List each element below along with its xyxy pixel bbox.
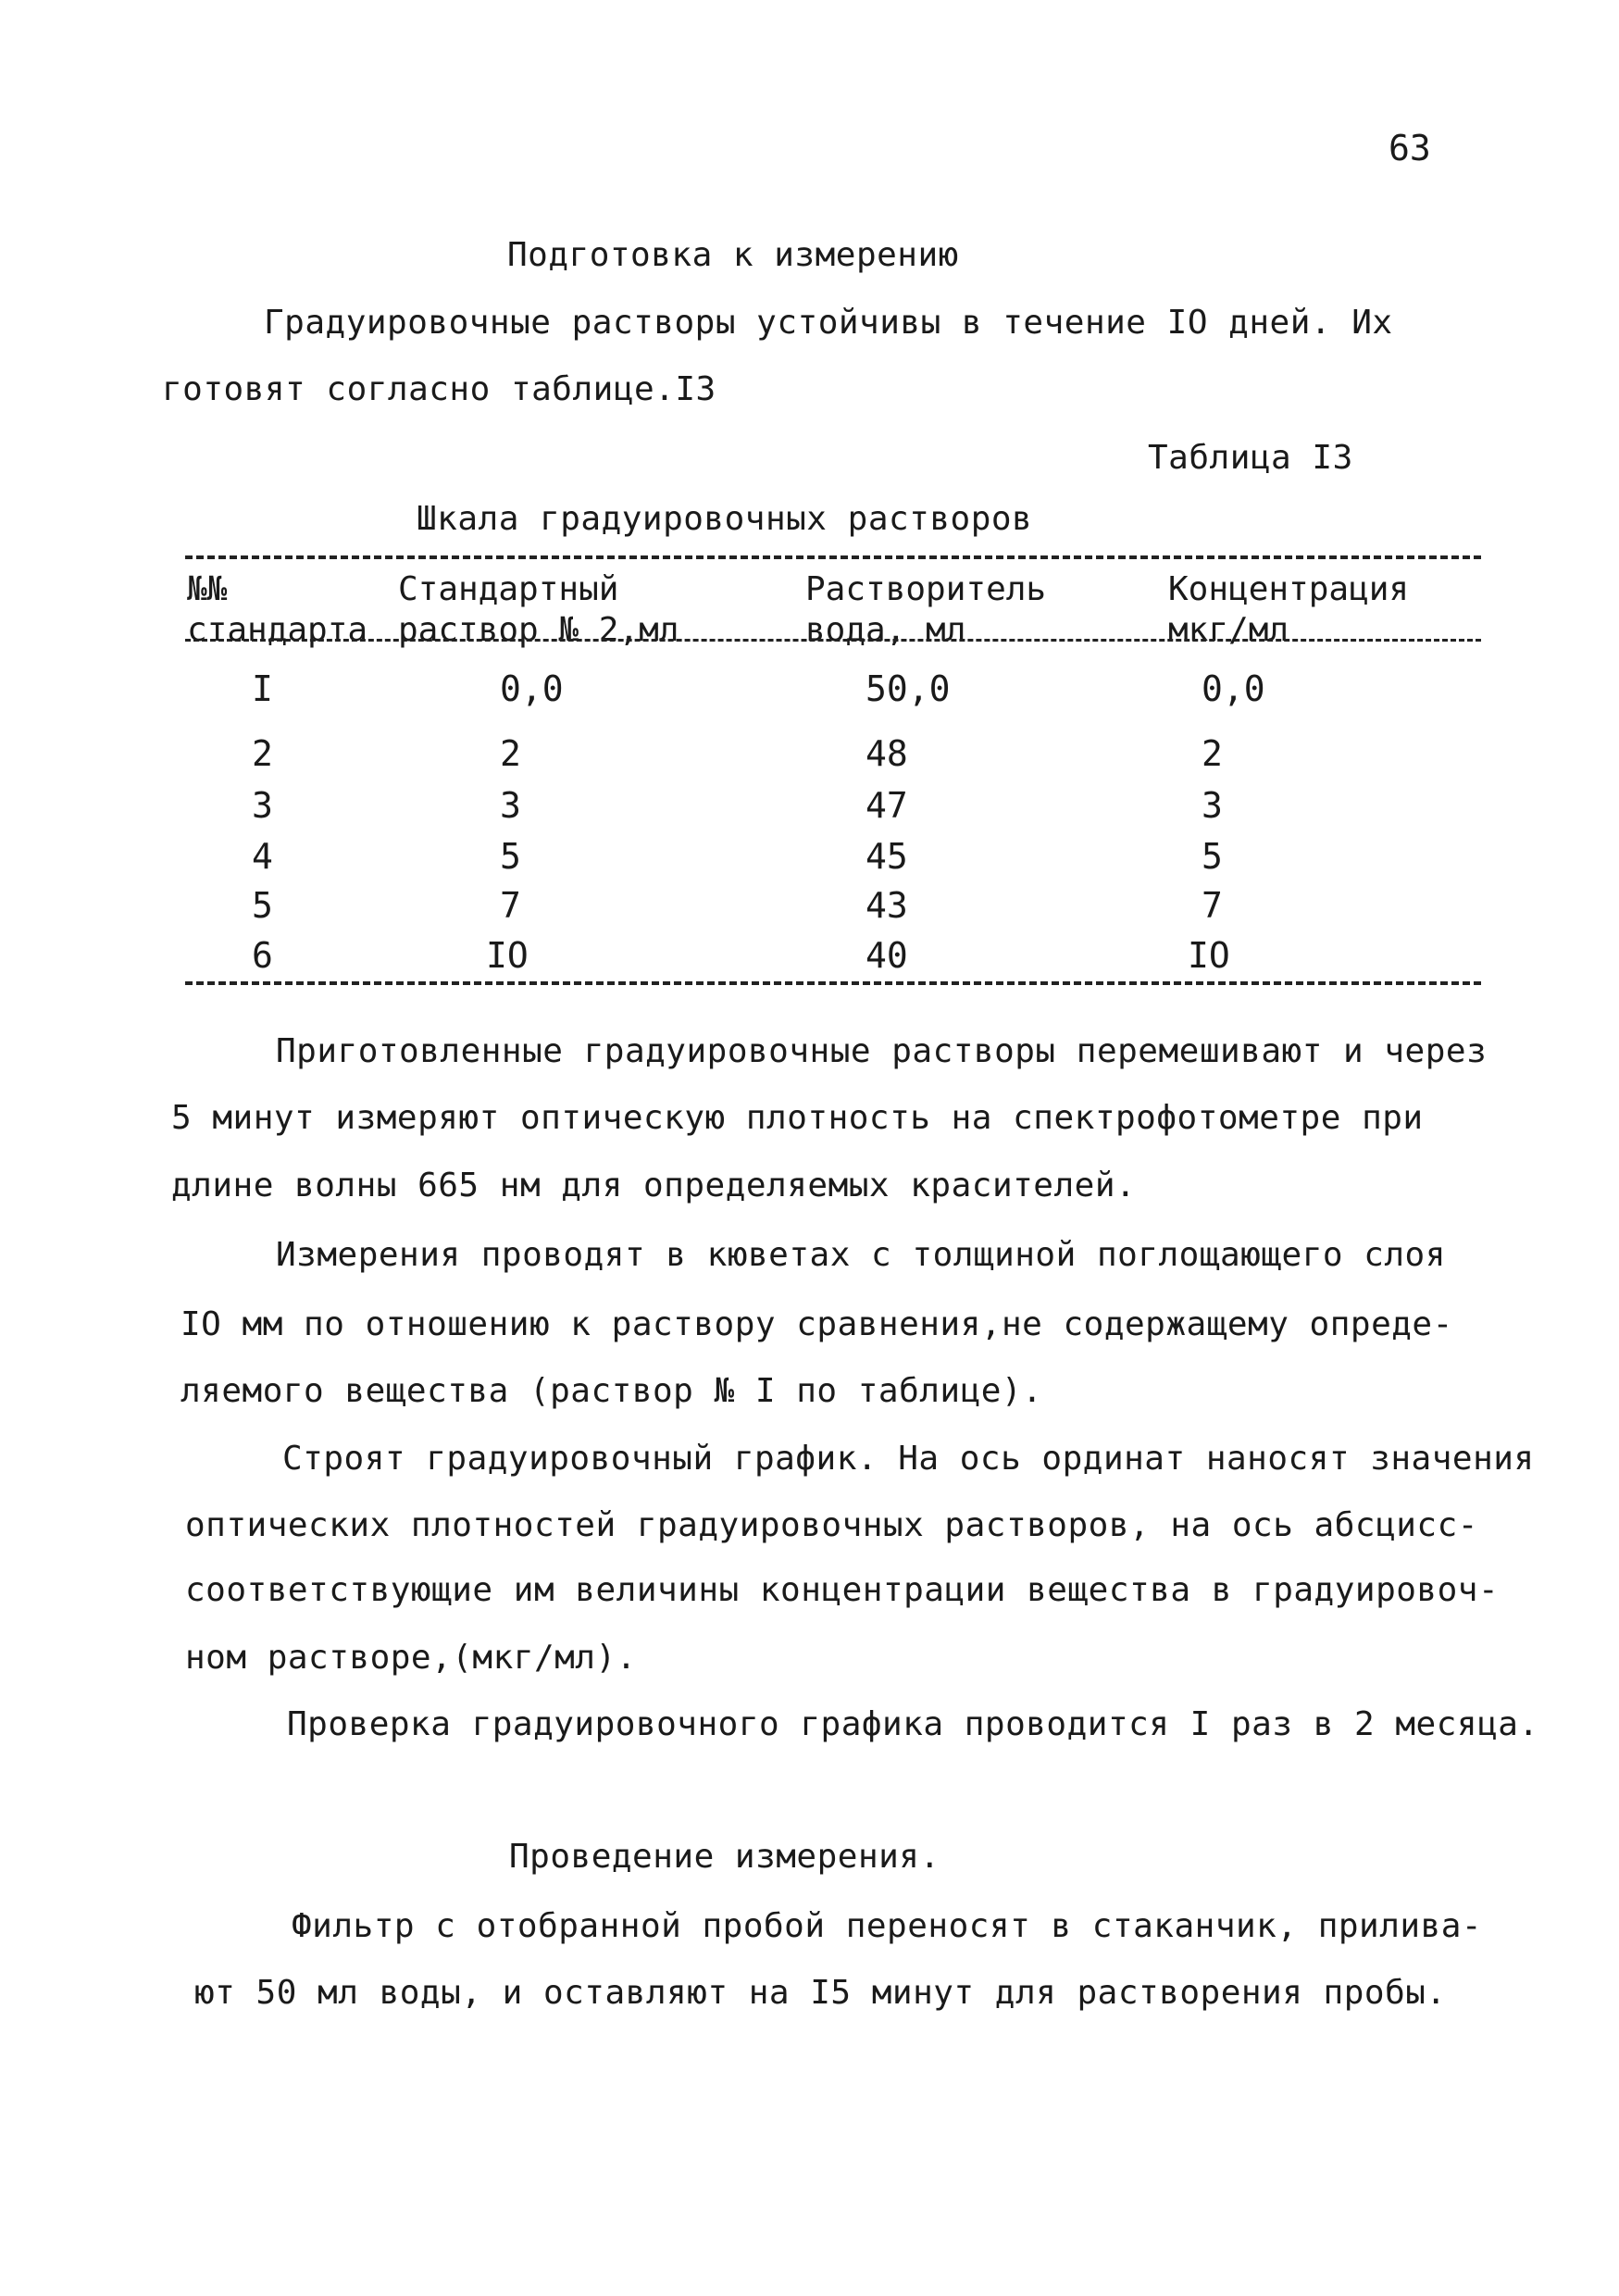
- table-cell: 3: [1202, 785, 1223, 826]
- para3-line-3: соответствующие им величины концентрации вещества в градуировоч-: [185, 1571, 1500, 1609]
- table-cell: 0,0: [500, 668, 564, 709]
- table-cell: 5: [252, 885, 273, 926]
- para2-line-1: Измерения проводят в кюветах с толщиной поглощающего слоя: [276, 1236, 1446, 1274]
- section-title-preparation: Подготовка к измерению: [507, 236, 959, 274]
- table-cell: IO: [1188, 935, 1230, 976]
- header-standard-solution-line1: Стандартный: [398, 570, 619, 608]
- table-cell: 45: [866, 836, 908, 877]
- table-cell: 5: [500, 836, 521, 877]
- header-standard-number-line2: стандарта: [187, 611, 368, 649]
- table-cell: I: [252, 668, 273, 709]
- table-cell: 3: [500, 785, 521, 826]
- table-title: Шкала градуировочных растворов: [417, 500, 1033, 538]
- page-number: 63: [1389, 128, 1431, 168]
- table-bottom-rule: [185, 981, 1481, 985]
- para1-line-1: Приготовленные градуировочные растворы перемешивают и через: [276, 1032, 1488, 1070]
- header-standard-number-line1: №№: [187, 570, 228, 608]
- para3-line-2: оптических плотностей градуировочных растворов, на ось абсцисс-: [185, 1506, 1478, 1544]
- para5-line-1: Фильтр с отобранной пробой переносят в стаканчик, прилива-: [292, 1907, 1483, 1945]
- header-solvent-line1: Растворитель: [805, 570, 1047, 608]
- para3-line-1: Строят градуировочный график. На ось ординат наносят значения: [282, 1440, 1535, 1478]
- table-top-rule: [185, 555, 1481, 559]
- table-cell: 6: [252, 935, 273, 976]
- header-standard-solution-line2: раствор № 2,мл: [398, 611, 679, 649]
- table-cell: 4: [252, 836, 273, 877]
- header-concentration-line1: Концентрация: [1168, 570, 1410, 608]
- table-cell: 2: [500, 733, 521, 774]
- table-cell: 2: [252, 733, 273, 774]
- para3-line-4: ном растворе,(мкг/мл).: [185, 1639, 637, 1677]
- table-cell: 40: [866, 935, 908, 976]
- intro-line-1: Градуировочные растворы устойчивы в течение IO дней. Их: [264, 304, 1393, 342]
- header-solvent-line2: вода, мл: [805, 611, 966, 649]
- para1-line-2: 5 минут измеряют оптическую плотность на спектрофотометре при: [171, 1099, 1424, 1137]
- table-cell: 3: [252, 785, 273, 826]
- para1-line-3: длине волны 665 нм для определяемых красителей.: [171, 1167, 1137, 1204]
- header-concentration-line2: мкг/мл: [1168, 611, 1289, 649]
- table-cell: IO: [486, 935, 529, 976]
- intro-line-2: готовят согласно таблице.I3: [162, 370, 716, 408]
- para2-line-3: ляемого вещества (раствор № I по таблице).: [181, 1372, 1043, 1410]
- table-cell: 7: [500, 885, 521, 926]
- section-title-measurement: Проведение измерения.: [509, 1838, 940, 1876]
- para4-line: Проверка градуировочного графика проводится I раз в 2 месяца.: [287, 1705, 1539, 1743]
- table-cell: 7: [1202, 885, 1223, 926]
- table-label: Таблица I3: [1148, 439, 1353, 477]
- table-header-rule: [185, 639, 1481, 642]
- table-cell: 43: [866, 885, 908, 926]
- table-cell: 5: [1202, 836, 1223, 877]
- table-cell: 47: [866, 785, 908, 826]
- para5-line-2: ют 50 мл воды, и оставляют на I5 минут для растворения пробы.: [194, 1974, 1447, 2012]
- table-cell: 0,0: [1202, 668, 1265, 709]
- para2-line-2: IO мм по отношению к раствору сравнения,не содержащему опреде-: [181, 1305, 1453, 1343]
- table-cell: 2: [1202, 733, 1223, 774]
- table-cell: 50,0: [866, 668, 951, 709]
- table-cell: 48: [866, 733, 908, 774]
